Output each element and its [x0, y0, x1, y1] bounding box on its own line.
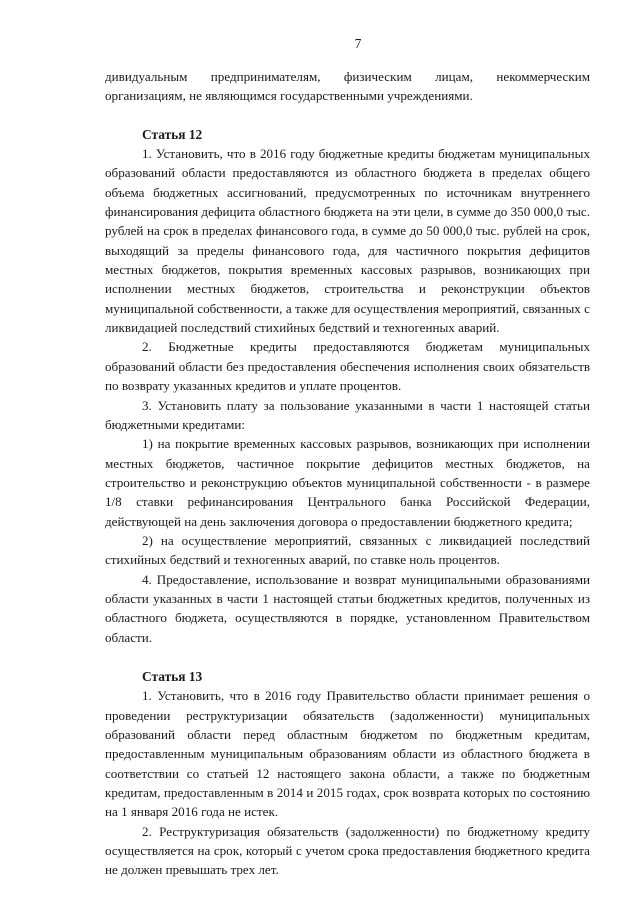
article-12-paragraph-3: 3. Установить плату за пользование указанными в части 1 настоящей статьи бюджетными кредитами: [105, 397, 590, 432]
article-13-title: Статья 13 [142, 668, 203, 684]
article-12-paragraph-3-item-1: 1) на покрытие временных кассовых разрывов, возникающих при исполнении местных бюджетов, частичное покрытие дефицитов местных бюджетов, на строительство и реконструкцию объектов муниципальной собственности - в размере 1/8 ставки рефинансирования Центрального банка Российской Федерации, действующей на день заключения договора о предоставлении бюджетного кредита; [105, 436, 590, 529]
article-12-paragraph-3-item-2: 2) на осуществление мероприятий, связанных с ликвидацией последствий стихийных бедствий и техногенных аварий, по ставке ноль процентов. [105, 532, 590, 568]
article-13-paragraph-2: 2. Реструктуризация обязательств (задолженности) по бюджетному кредиту осуществляется на срок, который с учетом срока предоставления бюджетного кредита не должен превышать трех лет. [105, 823, 590, 878]
article-13 [105, 667, 590, 880]
document-body [105, 67, 590, 880]
article-12-paragraph-2: 2. Бюджетные кредиты предоставляются бюджетам муниципальных образований области без предоставления обеспечения исполнения своих обязательств по возврату указанных кредитов и уплате процентов. [105, 339, 590, 394]
article-12-paragraph-4: 4. Предоставление, использование и возврат муниципальными образованиями области указанных в части 1 настоящей статьи бюджетных кредитов, полученных из областного бюджета, осуществляются в порядке, установленном Правительством области. [105, 571, 590, 645]
article-12 [105, 125, 590, 647]
intro-paragraph: дивидуальным предпринимателям, физическим лицам, некоммерческим организациям, не являющимся государственными учреждениями. [105, 69, 590, 104]
article-12-title: Статья 12 [142, 126, 203, 142]
page-number: 7 [354, 36, 362, 51]
article-13-paragraph-1: 1. Установить, что в 2016 году Правительство области принимает решения о проведении реструктуризации обязательств (задолженности) муниципальных образований области перед областным бюджетом по бюджетным кредитам, предоставленным муниципальным образованиям области из областного бюджета в соответствии со статьей 12 настоящего закона области, а также по бюджетным кредитам, предоставленным в 2014 и 2015 годах, срок возврата которых по состоянию на 1 января 2016 года не истек. [105, 688, 590, 820]
article-12-paragraph-1: 1. Установить, что в 2016 году бюджетные кредиты бюджетам муниципальных образований области предоставляются из областного бюджета в пределах общего объема бюджетных ассигнований, предусмотренных по источникам внутреннего финансирования дефицита областного бюджета на эти цели, в сумме до 350 000,0 тыс. рублей на срок в пределах финансового года, в сумме до 50 000,0 тыс. рублей на срок, выходящий за пределы финансового года, для частичного покрытия дефицитов местных бюджетов, покрытия временных кассовых разрывов, возникающих при исполнении местных бюджетов, строительства и реконструкции объектов муниципальной собственности, а также для осуществления мероприятий, связанных с ликвидацией последствий стихийных бедствий и техногенных аварий. [105, 146, 590, 336]
